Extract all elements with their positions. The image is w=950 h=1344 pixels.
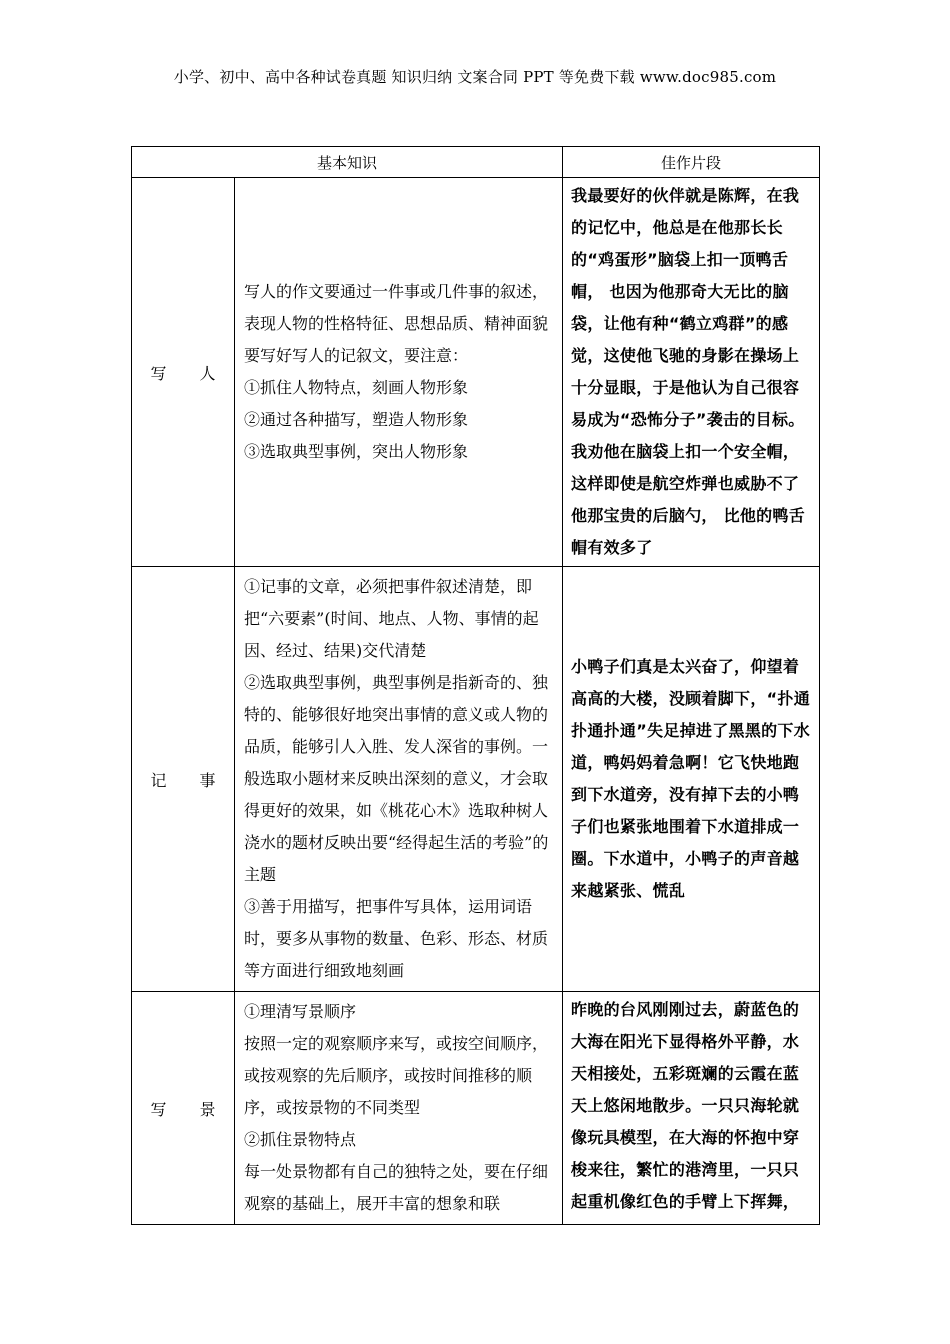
example-text: 小鸭子们真是太兴奋了，仰望着高高的大楼，没顾着脚下，“扑通扑通扑通”失足掉进了黑黑的下水道，鸭妈妈着急啊！它飞快地跑到下水道旁，没有掉下去的小鸭子们也紧张地围着下水道排成一圈。下水道中，小鸭子的声音越来越紧张、慌乱	[571, 657, 811, 900]
column-header-example: 佳作片段	[563, 147, 820, 178]
knowledge-cell	[235, 178, 563, 567]
knowledge-line: ①理清写景顺序	[244, 1002, 357, 1021]
knowledge-line: 按照一定的观察顺序来写，或按空间顺序，或按观察的先后顺序，或按时间推移的顺序，或按景物的不同类型	[244, 1034, 549, 1117]
knowledge-line: ①记事的文章，必须把事件叙述清楚，即把“六要素”(时间、地点、人物、事情的起因、经过、结果)交代清楚	[244, 577, 539, 660]
knowledge-line: ③善于用描写，把事件写具体，运用词语时，要多从事物的数量、色彩、形态、材质等方面进行细致地刻画	[244, 897, 549, 980]
knowledge-line: ①抓住人物特点，刻画人物形象	[244, 378, 469, 397]
example-cell	[563, 567, 820, 992]
knowledge-cell	[235, 992, 563, 1225]
knowledge-line: ③选取典型事例，突出人物形象	[244, 442, 469, 461]
table-row	[132, 992, 820, 1225]
knowledge-table	[131, 146, 820, 1225]
page-header: 小学、初中、高中各种试卷真题 知识归纳 文案合同 PPT 等免费下载 www.doc985.com	[173, 68, 777, 86]
knowledge-cell	[235, 567, 563, 992]
table-row	[132, 178, 820, 567]
category-cell: 写 人	[132, 178, 235, 567]
example-cell	[563, 992, 820, 1225]
example-text: 昨晚的台风刚刚过去，蔚蓝色的大海在阳光下显得格外平静，水天相接处，五彩斑斓的云霞在蓝天上悠闲地散步。一只只海轮就像玩具模型，在大海的怀抱中穿梭来往，繁忙的港湾里，一只只起重机像红色的手臂上下挥舞，	[571, 1000, 800, 1211]
example-cell	[563, 178, 820, 567]
knowledge-line: 每一处景物都有自己的独特之处，要在仔细观察的基础上，展开丰富的想象和联	[244, 1162, 549, 1213]
table-header-row	[132, 147, 820, 178]
example-text: 我最要好的伙伴就是陈辉，在我的记忆中，他总是在他那长长的“鸡蛋形”脑袋上扣一顶鸭舌帽， 也因为他那奇大无比的脑袋，让他有种“鹤立鸡群”的感觉，这使他飞驰的身影在操场上十分显眼，于是他认为自己很容易成为“恐怖分子”袭击的目标。我劝他在脑袋上扣一个安全帽，这样即使是航空炸弹也威胁不了他那宝贵的后脑勺， 比他的鸭舌帽有效多了	[571, 186, 806, 557]
knowledge-line: ②通过各种描写，塑造人物形象	[244, 410, 469, 429]
knowledge-line: ②选取典型事例，典型事例是指新奇的、独特的、能够很好地突出事情的意义或人物的品质，能够引人入胜、发人深省的事例。一般选取小题材来反映出深刻的意义，才会取得更好的效果，如《桃花心木》选取种树人浇水的题材反映出要“经得起生活的考验”的主题	[244, 673, 549, 884]
column-header-knowledge: 基本知识	[132, 147, 563, 178]
table-row	[132, 567, 820, 992]
category-cell: 记 事	[132, 567, 235, 992]
knowledge-line: 要写好写人的记叙文，要注意：	[244, 346, 469, 365]
knowledge-line: ②抓住景物特点	[244, 1130, 357, 1149]
category-cell: 写 景	[132, 992, 235, 1225]
knowledge-line: 写人的作文要通过一件事或几件事的叙述，表现人物的性格特征、思想品质、精神面貌	[244, 282, 549, 333]
